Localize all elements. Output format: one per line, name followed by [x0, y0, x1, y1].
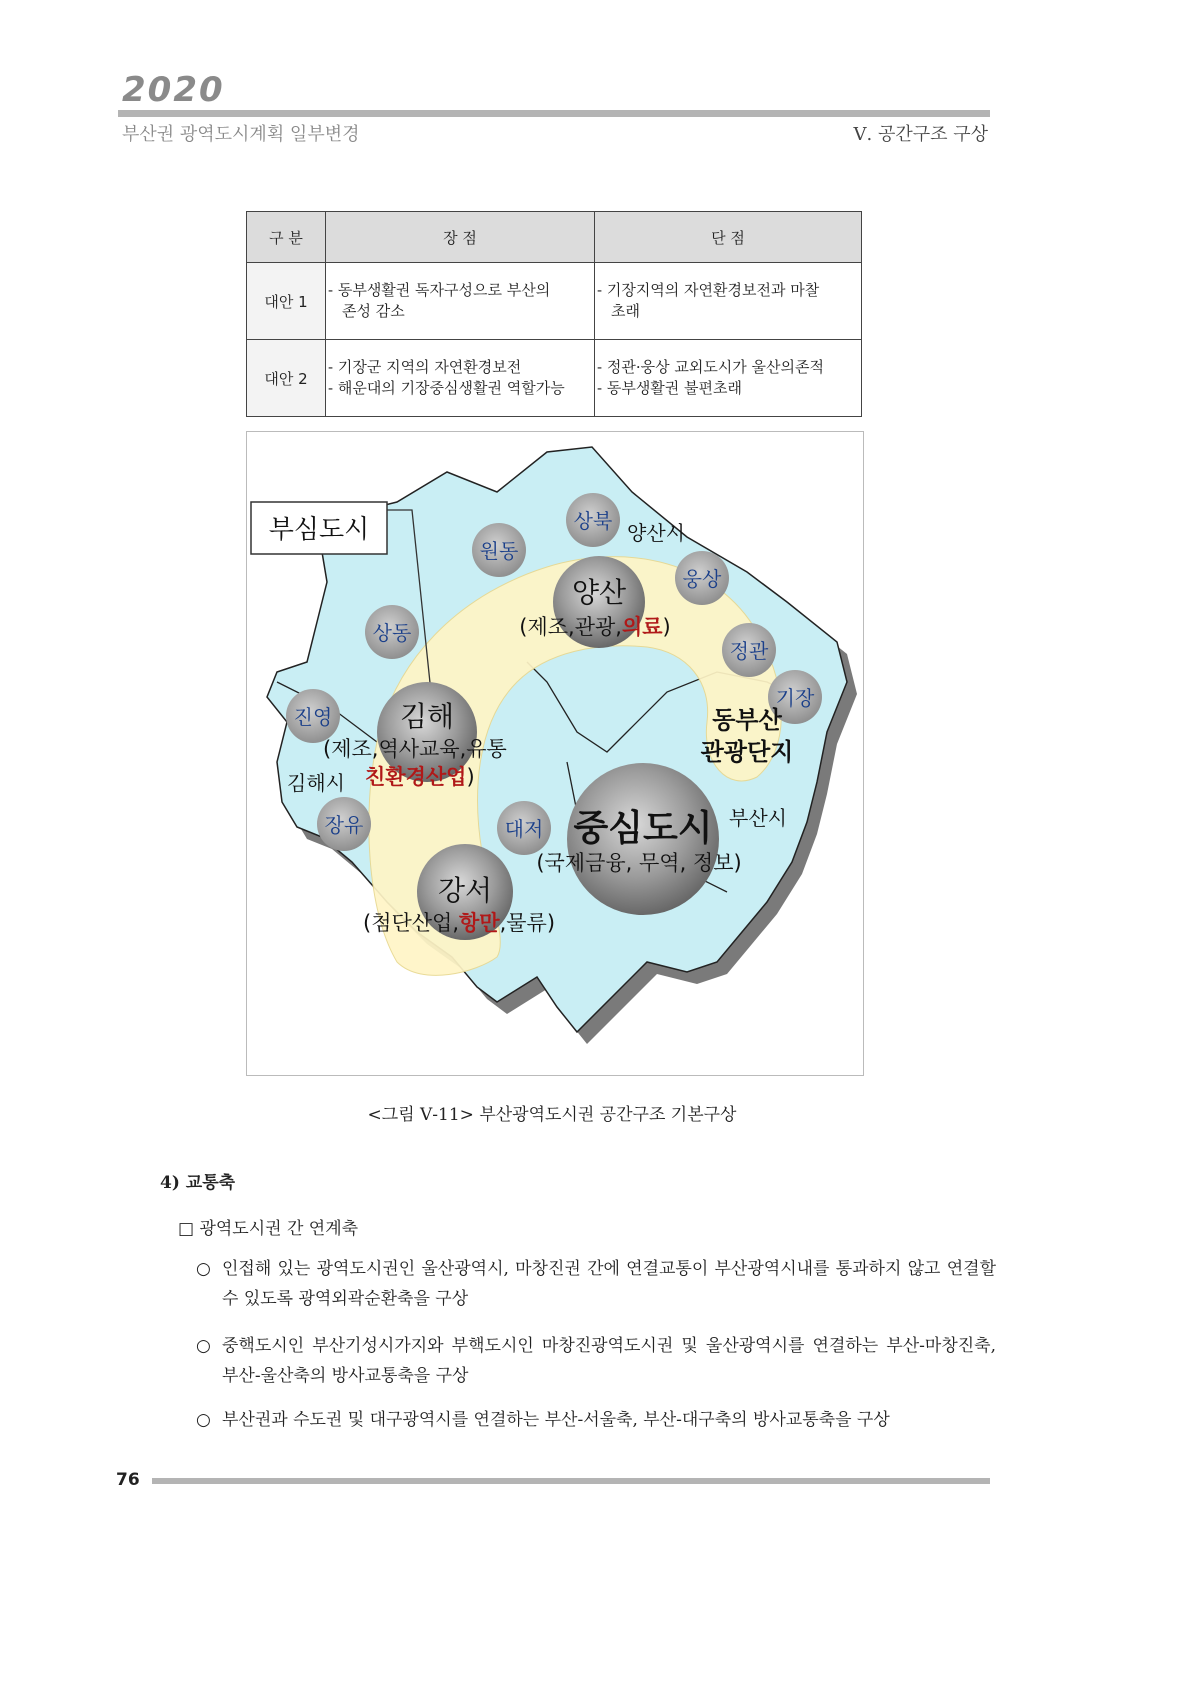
- row-label: 대안 2: [247, 340, 326, 417]
- label-wondong: 원동: [479, 539, 519, 563]
- circle-jeonggwan: [722, 623, 776, 677]
- label-jinyeong: 진영: [293, 705, 333, 729]
- page-number: 76: [116, 1470, 140, 1490]
- cons-line: - 정관·웅상 교외도시가 울산의존적: [597, 358, 825, 376]
- circle-jangyu: [317, 797, 371, 851]
- pros-cell: [326, 340, 595, 417]
- label-gimhae-city: 김해시: [287, 771, 345, 795]
- desc-gimhae-1: (제조,역사교육,유통: [323, 737, 507, 761]
- label-gangseo: 강서: [437, 874, 493, 907]
- pros-line: - 동부생활권 독자구성으로 부산의: [328, 281, 551, 299]
- cons-cell: [595, 340, 862, 417]
- callout-label: 부심도시: [268, 515, 370, 545]
- bullet-item: [196, 1405, 996, 1435]
- label-gimhae: 김해: [399, 700, 455, 733]
- circle-daejeo: [497, 801, 551, 855]
- cons-cell: [595, 263, 862, 340]
- bullet-text: 중핵도시인 부산기성시가지와 부핵도시인 마창진광역도시권 및 울산광역시를 연결하는 부산-마창진축, 부산-울산축의 방사교통축을 구상: [222, 1336, 996, 1386]
- circle-sangdong: [365, 605, 419, 659]
- header-rule: [118, 110, 990, 117]
- subsection-heading: 4) 교통축: [160, 1173, 236, 1193]
- table-row: [247, 263, 862, 340]
- cons-line: 초래: [611, 302, 640, 320]
- circle-sangbuk: [566, 493, 620, 547]
- pros-line: 존성 감소: [342, 302, 405, 320]
- table-row: [247, 340, 862, 417]
- box-item: □ 광역도시권 간 연계축: [178, 1219, 359, 1239]
- circle-wondong: [472, 523, 526, 577]
- desc-yangsan: (제조,관광,의료): [519, 615, 671, 639]
- desc-gimhae-2: 친환경산업): [365, 765, 475, 789]
- bullet-text: 인접해 있는 광역도시권인 울산광역시, 마창진권 간에 연결교통이 부산광역시내를 통과하지 않고 연결할 수 있도록 광역외곽순환축을 구상: [222, 1259, 996, 1309]
- desc-central-city: (국제금융, 무역, 정보): [536, 851, 742, 875]
- label-jangyu: 장유: [324, 813, 364, 837]
- pros-line: - 기장군 지역의 자연환경보전: [328, 358, 522, 376]
- label-busan-city: 부산시: [729, 806, 787, 830]
- bullet-mark: ○: [196, 1336, 211, 1356]
- label-central-city: 중심도시: [573, 808, 713, 849]
- cons-line: - 기장지역의 자연환경보전과 마찰: [597, 281, 820, 299]
- label-yangsan-city: 양산시: [627, 521, 685, 545]
- desc-gangseo: (첨단산업,항만,물류): [363, 911, 556, 935]
- label-east-busan-1: 동부산: [712, 706, 782, 734]
- label-ungsang: 웅상: [682, 567, 722, 591]
- bullet-mark: ○: [196, 1259, 211, 1279]
- pros-cell: [326, 263, 595, 340]
- header-category: 구 분: [247, 212, 326, 263]
- figure-caption: <그림 Ⅴ-11> 부산광역도시권 공간구조 기본구상: [367, 1105, 737, 1125]
- circle-ungsang: [675, 551, 729, 605]
- label-jeonggwan: 정관: [729, 639, 769, 663]
- label-gijang: 기장: [775, 686, 815, 710]
- cons-line: - 동부생활권 불편초래: [597, 379, 743, 397]
- bullet-text: 부산권과 수도권 및 대구광역시를 연결하는 부산-서울축, 부산-대구축의 방사교통축을 구상: [222, 1410, 890, 1430]
- label-daejeo: 대저: [504, 817, 544, 841]
- row-label: 대안 1: [247, 263, 326, 340]
- label-yangsan: 양산: [571, 576, 627, 609]
- bullet-mark: ○: [196, 1410, 211, 1430]
- label-sangdong: 상동: [372, 621, 412, 645]
- label-east-busan-2: 관광단지: [700, 738, 794, 766]
- spatial-structure-map: [246, 431, 864, 1076]
- bullet-item: [196, 1331, 996, 1391]
- header-pros: 장 점: [326, 212, 595, 263]
- bullet-item: [196, 1254, 996, 1314]
- header-cons: 단 점: [595, 212, 862, 263]
- map-svg: [247, 432, 863, 1075]
- section-title: Ⅴ. 공간구조 구상: [853, 124, 988, 145]
- document-title: 부산권 광역도시계획 일부변경: [122, 124, 360, 145]
- circle-jinyeong: [286, 689, 340, 743]
- label-sangbuk: 상북: [573, 509, 613, 533]
- year-title: 2020: [122, 70, 225, 110]
- alternatives-table: [246, 211, 862, 417]
- pros-line: - 해운대의 기장중심생활권 역할가능: [328, 379, 565, 397]
- footer-rule: [152, 1478, 990, 1484]
- table-header-row: [247, 212, 862, 263]
